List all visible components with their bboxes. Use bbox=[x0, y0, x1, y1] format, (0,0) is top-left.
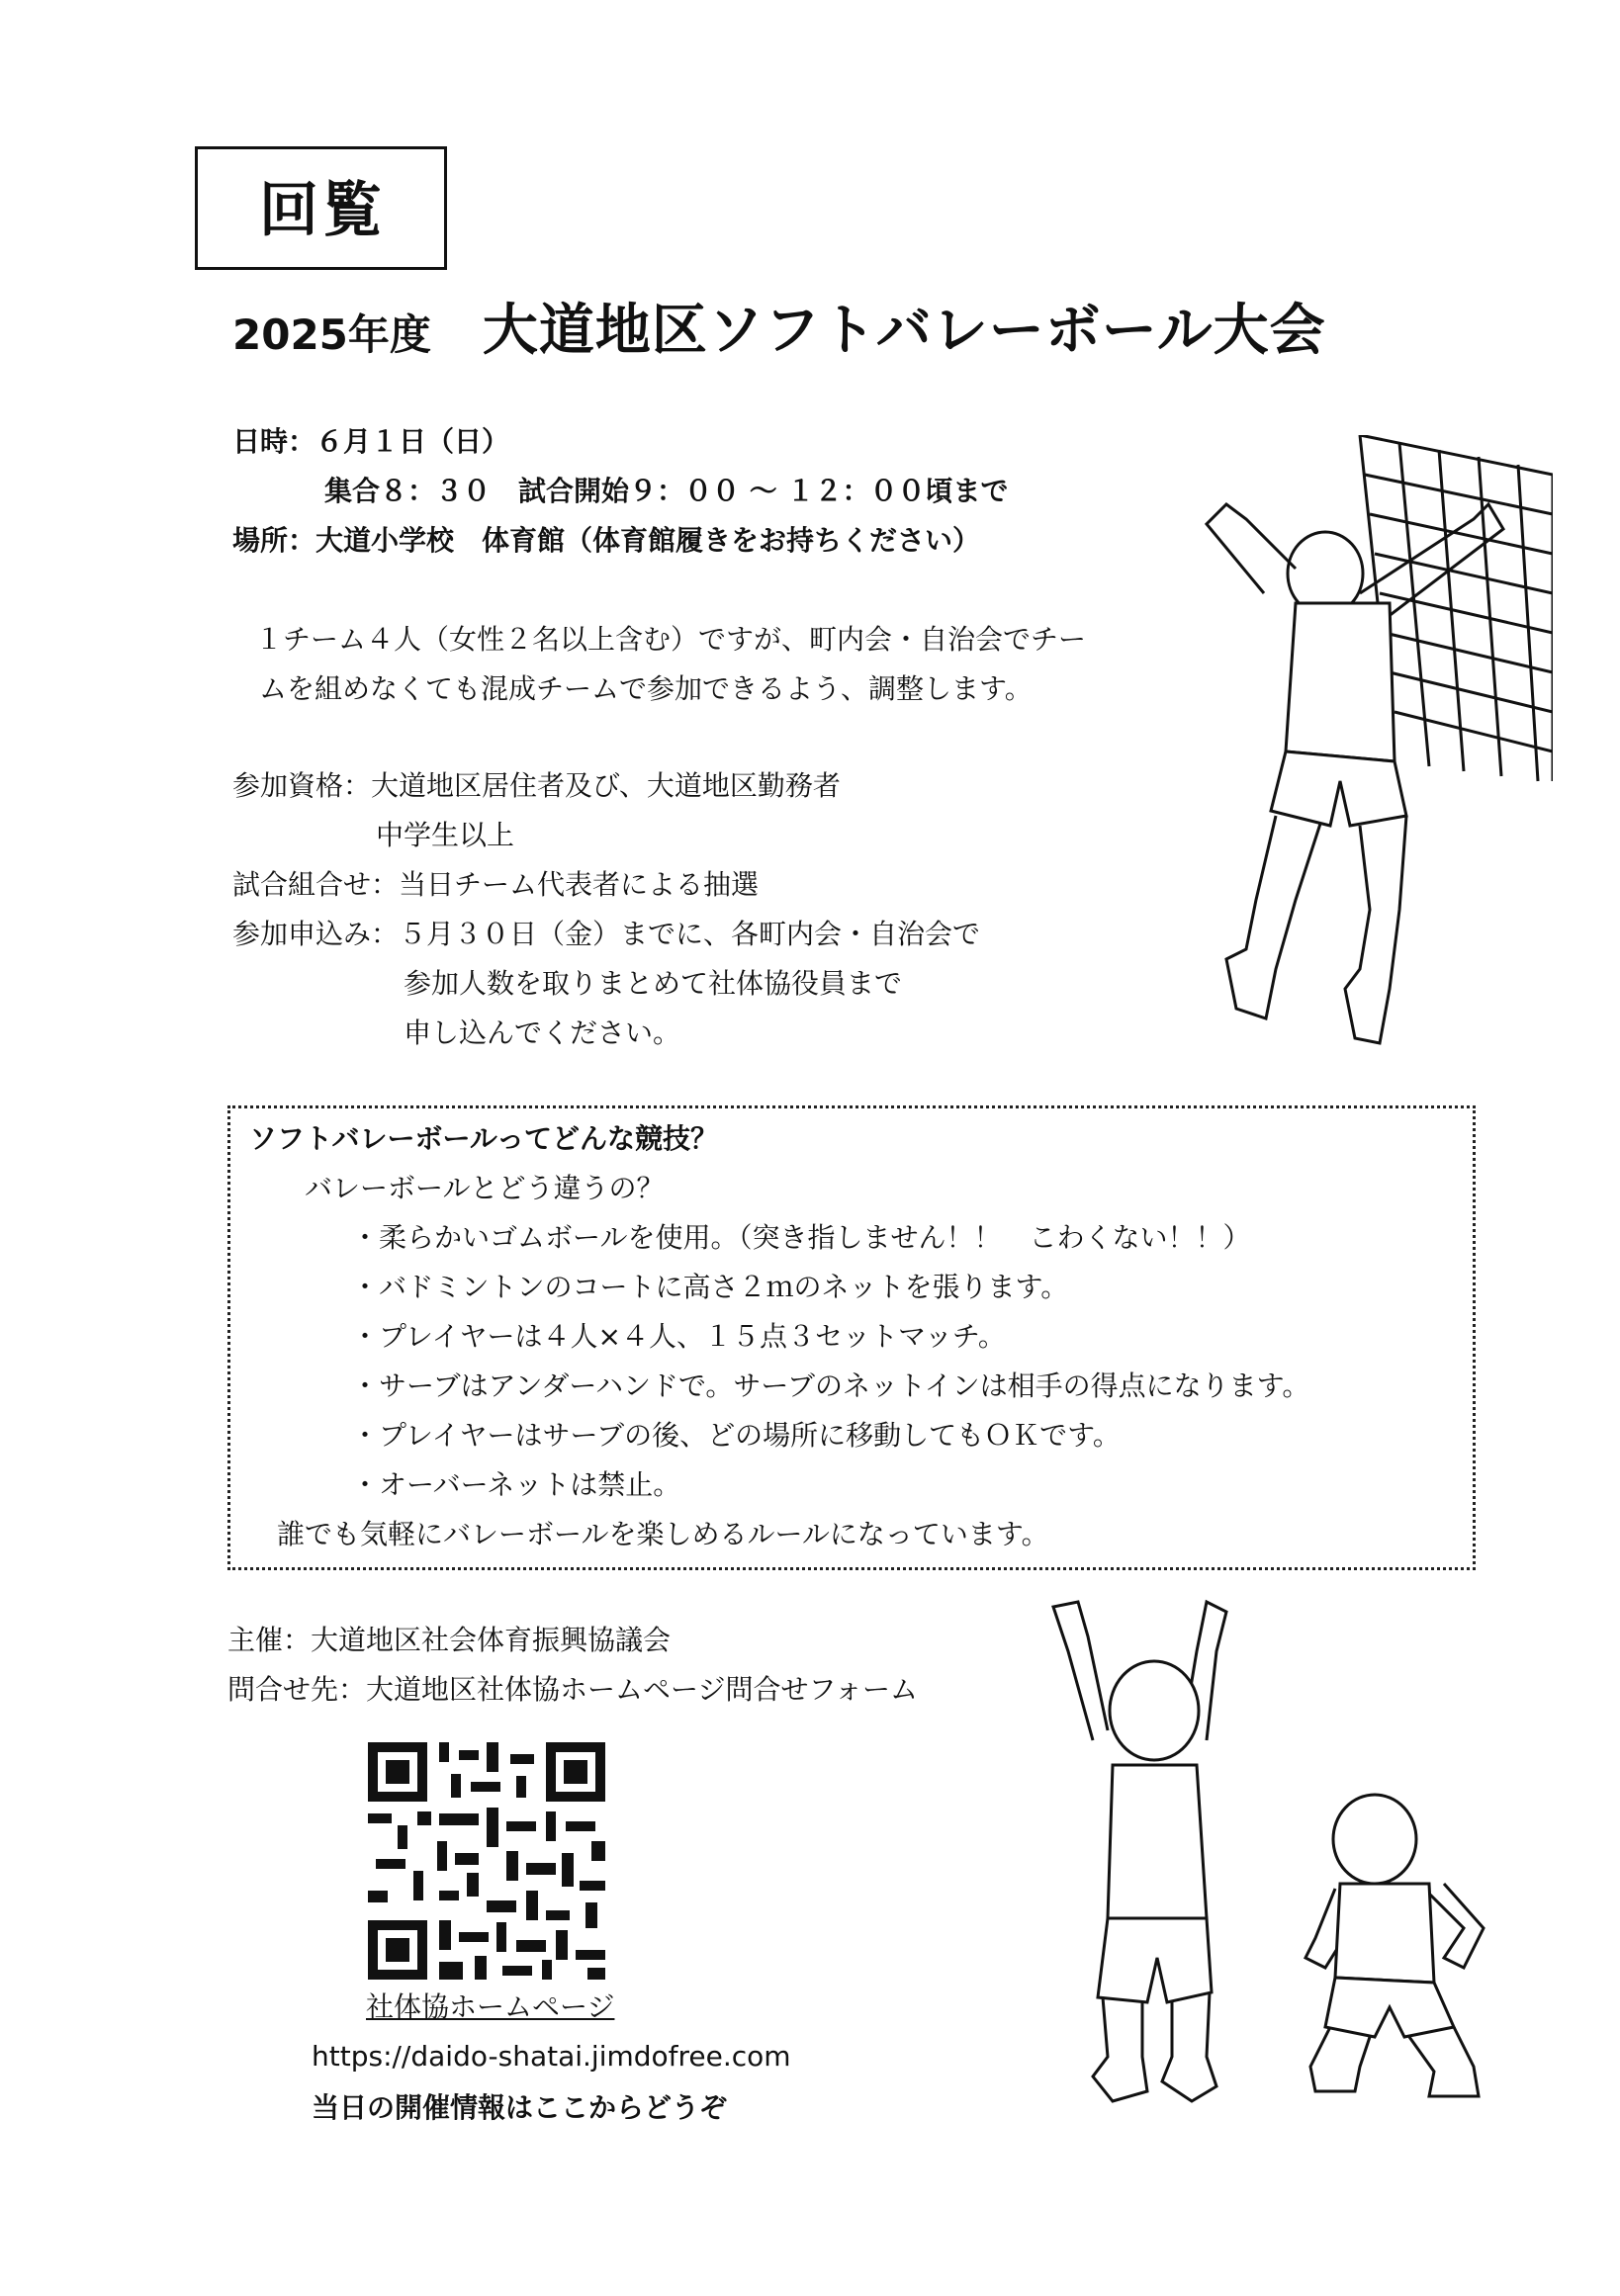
info-box-heading: ソフトバレーボールってどんな競技？ bbox=[249, 1122, 719, 1155]
qr-code-image bbox=[368, 1742, 605, 1980]
rule-item: ・プレイヤーはサーブの後、どの場所に移動してもＯＫです。 bbox=[351, 1419, 1121, 1452]
rule-item: ・プレイヤーは４人×４人、１５点３セットマッチ。 bbox=[351, 1320, 1006, 1353]
rule-item: ・オーバーネットは禁止。 bbox=[351, 1468, 681, 1501]
application-line-1: 参加申込み：５月３０日（金）までに、各町内会・自治会で bbox=[232, 918, 981, 950]
rule-item: ・柔らかいゴムボールを使用。（突き指しません！！ こわくない！！） bbox=[351, 1221, 1251, 1254]
eligibility: 参加資格：大道地区居住者及び、大道地区勤務者 bbox=[232, 769, 841, 802]
intro-line-2: ムを組めなくても混成チームで参加できるよう、調整します。 bbox=[259, 672, 1033, 705]
info-box-closing: 誰でも気軽にバレーボールを楽しめるルールになっています。 bbox=[277, 1518, 1049, 1550]
event-time: 集合８：３０ 試合開始９：００ ～ １２：００頃まで bbox=[324, 475, 1009, 507]
application-line-3: 申し込んでください。 bbox=[404, 1016, 681, 1049]
info-box-question: バレーボールとどう違うの？ bbox=[305, 1172, 665, 1204]
rule-item: ・バドミントンのコートに高さ２ｍのネットを張ります。 bbox=[351, 1271, 1069, 1303]
match-assignment: 試合組合せ：当日チーム代表者による抽選 bbox=[232, 868, 760, 901]
website-url[interactable]: https://daido-shatai.jimdofree.com bbox=[312, 2040, 791, 2073]
organizer: 主催：大道地区社会体育振興協議会 bbox=[227, 1624, 672, 1656]
qr-note: 当日の開催情報はここからどうぞ bbox=[312, 2091, 728, 2124]
kairan-label: 回覧 bbox=[195, 146, 447, 270]
title-main: 大道地区ソフトバレーボール大会 bbox=[482, 299, 1326, 363]
page-title bbox=[232, 287, 1326, 366]
event-date: 日時：６月１日（日） bbox=[232, 425, 510, 458]
eligibility-age: 中学生以上 bbox=[376, 819, 515, 851]
title-year: 2025年度 bbox=[232, 310, 431, 359]
contact: 問合せ先：大道地区社体協ホームページ問合せフォーム bbox=[227, 1673, 919, 1706]
qr-caption: 社体協ホームページ bbox=[366, 1990, 615, 2023]
application-line-2: 参加人数を取りまとめて社体協役員まで bbox=[404, 967, 903, 1000]
event-place: 場所：大道小学校 体育館（体育館履きをお持ちください） bbox=[232, 524, 981, 557]
volleyball-spiker-illustration bbox=[1147, 435, 1553, 1068]
rule-item: ・サーブはアンダーハンドで。サーブのネットインは相手の得点になります。 bbox=[351, 1369, 1310, 1402]
player-arms-up-illustration bbox=[1034, 1592, 1271, 2106]
player-crouching-illustration bbox=[1296, 1780, 1503, 2106]
intro-line-1: １チーム４人（女性２名以上含む）ですが、町内会・自治会でチー bbox=[255, 623, 1087, 656]
